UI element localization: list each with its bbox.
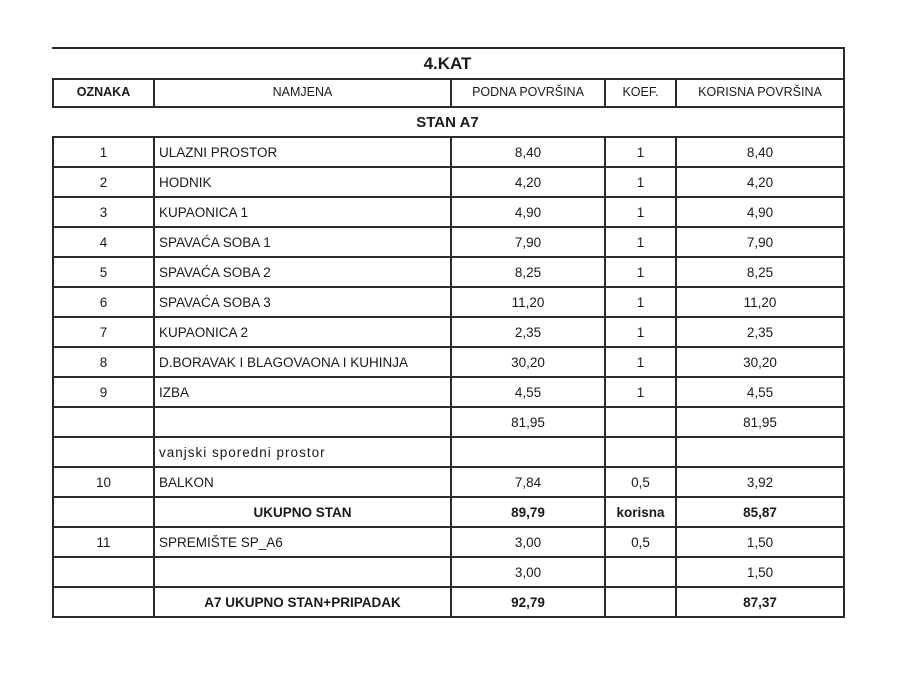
cell-korisna: 8,40 — [677, 138, 845, 168]
cell-namjena: SPAVAĆA SOBA 1 — [155, 228, 452, 258]
subtotal-koef — [606, 408, 677, 438]
cell-namjena: KUPAONICA 1 — [155, 198, 452, 228]
spremiste-oznaka: 11 — [52, 528, 155, 558]
table-row — [52, 228, 845, 258]
header-row — [52, 78, 845, 108]
cell-podna: 4,90 — [452, 198, 606, 228]
spremiste-namjena: SPREMIŠTE SP_A6 — [155, 528, 452, 558]
grand-podna: 92,79 — [452, 588, 606, 618]
cell-namjena: HODNIK — [155, 168, 452, 198]
cell-korisna: 4,55 — [677, 378, 845, 408]
spremiste-korisna: 1,50 — [677, 528, 845, 558]
cell-podna: 2,35 — [452, 318, 606, 348]
table-row — [52, 318, 845, 348]
header-podna: PODNA POVRŠINA — [452, 78, 606, 108]
cell-koef: 1 — [606, 138, 677, 168]
header-namjena: NAMJENA — [155, 78, 452, 108]
table-body — [52, 138, 845, 408]
cell-namjena: SPAVAĆA SOBA 3 — [155, 288, 452, 318]
cell-podna: 8,40 — [452, 138, 606, 168]
balkon-korisna: 3,92 — [677, 468, 845, 498]
header-oznaka: OZNAKA — [52, 78, 155, 108]
cell-korisna: 4,20 — [677, 168, 845, 198]
table-row — [52, 288, 845, 318]
outer-label-row — [52, 438, 845, 468]
cell-koef: 1 — [606, 228, 677, 258]
cell-namjena: SPAVAĆA SOBA 2 — [155, 258, 452, 288]
cell-oznaka: 3 — [52, 198, 155, 228]
ukupno-stan-row — [52, 498, 845, 528]
header-korisna: KORISNA POVRŠINA — [677, 78, 845, 108]
cell-oznaka: 7 — [52, 318, 155, 348]
cell-korisna: 4,90 — [677, 198, 845, 228]
ukupno-koef: korisna — [606, 498, 677, 528]
cell-korisna: 8,25 — [677, 258, 845, 288]
balkon-row — [52, 468, 845, 498]
cell-oznaka: 4 — [52, 228, 155, 258]
cell-oznaka: 8 — [52, 348, 155, 378]
cell-oznaka: 5 — [52, 258, 155, 288]
cell-korisna: 2,35 — [677, 318, 845, 348]
subtotal-namjena — [155, 408, 452, 438]
cell-koef: 1 — [606, 288, 677, 318]
area-table — [52, 47, 845, 618]
sp-subtotal-korisna: 1,50 — [677, 558, 845, 588]
cell-podna: 7,90 — [452, 228, 606, 258]
cell-korisna: 7,90 — [677, 228, 845, 258]
cell-namjena: KUPAONICA 2 — [155, 318, 452, 348]
cell-koef: 1 — [606, 168, 677, 198]
balkon-koef: 0,5 — [606, 468, 677, 498]
cell-koef: 1 — [606, 378, 677, 408]
outer-label: vanjski sporedni prostor — [155, 438, 452, 468]
subtotal-oznaka — [52, 408, 155, 438]
balkon-namjena: BALKON — [155, 468, 452, 498]
subtotal-korisna: 81,95 — [677, 408, 845, 438]
cell-oznaka: 2 — [52, 168, 155, 198]
table-row — [52, 348, 845, 378]
spremiste-subtotal-row — [52, 558, 845, 588]
table-row — [52, 258, 845, 288]
section-row — [52, 108, 845, 138]
title-row — [52, 47, 845, 78]
ukupno-korisna: 85,87 — [677, 498, 845, 528]
table-row — [52, 138, 845, 168]
grand-korisna: 87,37 — [677, 588, 845, 618]
cell-korisna: 30,20 — [677, 348, 845, 378]
cell-koef: 1 — [606, 348, 677, 378]
grand-oznaka — [52, 588, 155, 618]
cell-oznaka: 6 — [52, 288, 155, 318]
header-koef: KOEF. — [606, 78, 677, 108]
cell-namjena: IZBA — [155, 378, 452, 408]
ukupno-label: UKUPNO STAN — [155, 498, 452, 528]
grand-total-row — [52, 588, 845, 618]
sp-subtotal-podna: 3,00 — [452, 558, 606, 588]
cell-korisna: 11,20 — [677, 288, 845, 318]
cell-podna: 8,25 — [452, 258, 606, 288]
ukupno-podna: 89,79 — [452, 498, 606, 528]
table-row — [52, 198, 845, 228]
cell-koef: 1 — [606, 318, 677, 348]
spremiste-podna: 3,00 — [452, 528, 606, 558]
cell-oznaka: 9 — [52, 378, 155, 408]
cell-koef: 1 — [606, 258, 677, 288]
cell-namjena: D.BORAVAK I BLAGOVAONA I KUHINJA — [155, 348, 452, 378]
cell-oznaka: 1 — [52, 138, 155, 168]
outer-podna — [452, 438, 606, 468]
cell-podna: 30,20 — [452, 348, 606, 378]
spremiste-row — [52, 528, 845, 558]
table-row — [52, 168, 845, 198]
spremiste-koef: 0,5 — [606, 528, 677, 558]
sp-subtotal-koef — [606, 558, 677, 588]
outer-korisna — [677, 438, 845, 468]
sp-subtotal-namjena — [155, 558, 452, 588]
balkon-oznaka: 10 — [52, 468, 155, 498]
cell-koef: 1 — [606, 198, 677, 228]
cell-podna: 11,20 — [452, 288, 606, 318]
outer-oznaka — [52, 438, 155, 468]
grand-koef — [606, 588, 677, 618]
cell-podna: 4,55 — [452, 378, 606, 408]
grand-label: A7 UKUPNO STAN+PRIPADAK — [155, 588, 452, 618]
ukupno-oznaka — [52, 498, 155, 528]
table-row — [52, 378, 845, 408]
floor-title: 4.KAT — [52, 49, 845, 80]
subtotal-row — [52, 408, 845, 438]
subtotal-podna: 81,95 — [452, 408, 606, 438]
section-title: STAN A7 — [52, 108, 845, 138]
cell-podna: 4,20 — [452, 168, 606, 198]
sp-subtotal-oznaka — [52, 558, 155, 588]
balkon-podna: 7,84 — [452, 468, 606, 498]
cell-namjena: ULAZNI PROSTOR — [155, 138, 452, 168]
outer-koef — [606, 438, 677, 468]
